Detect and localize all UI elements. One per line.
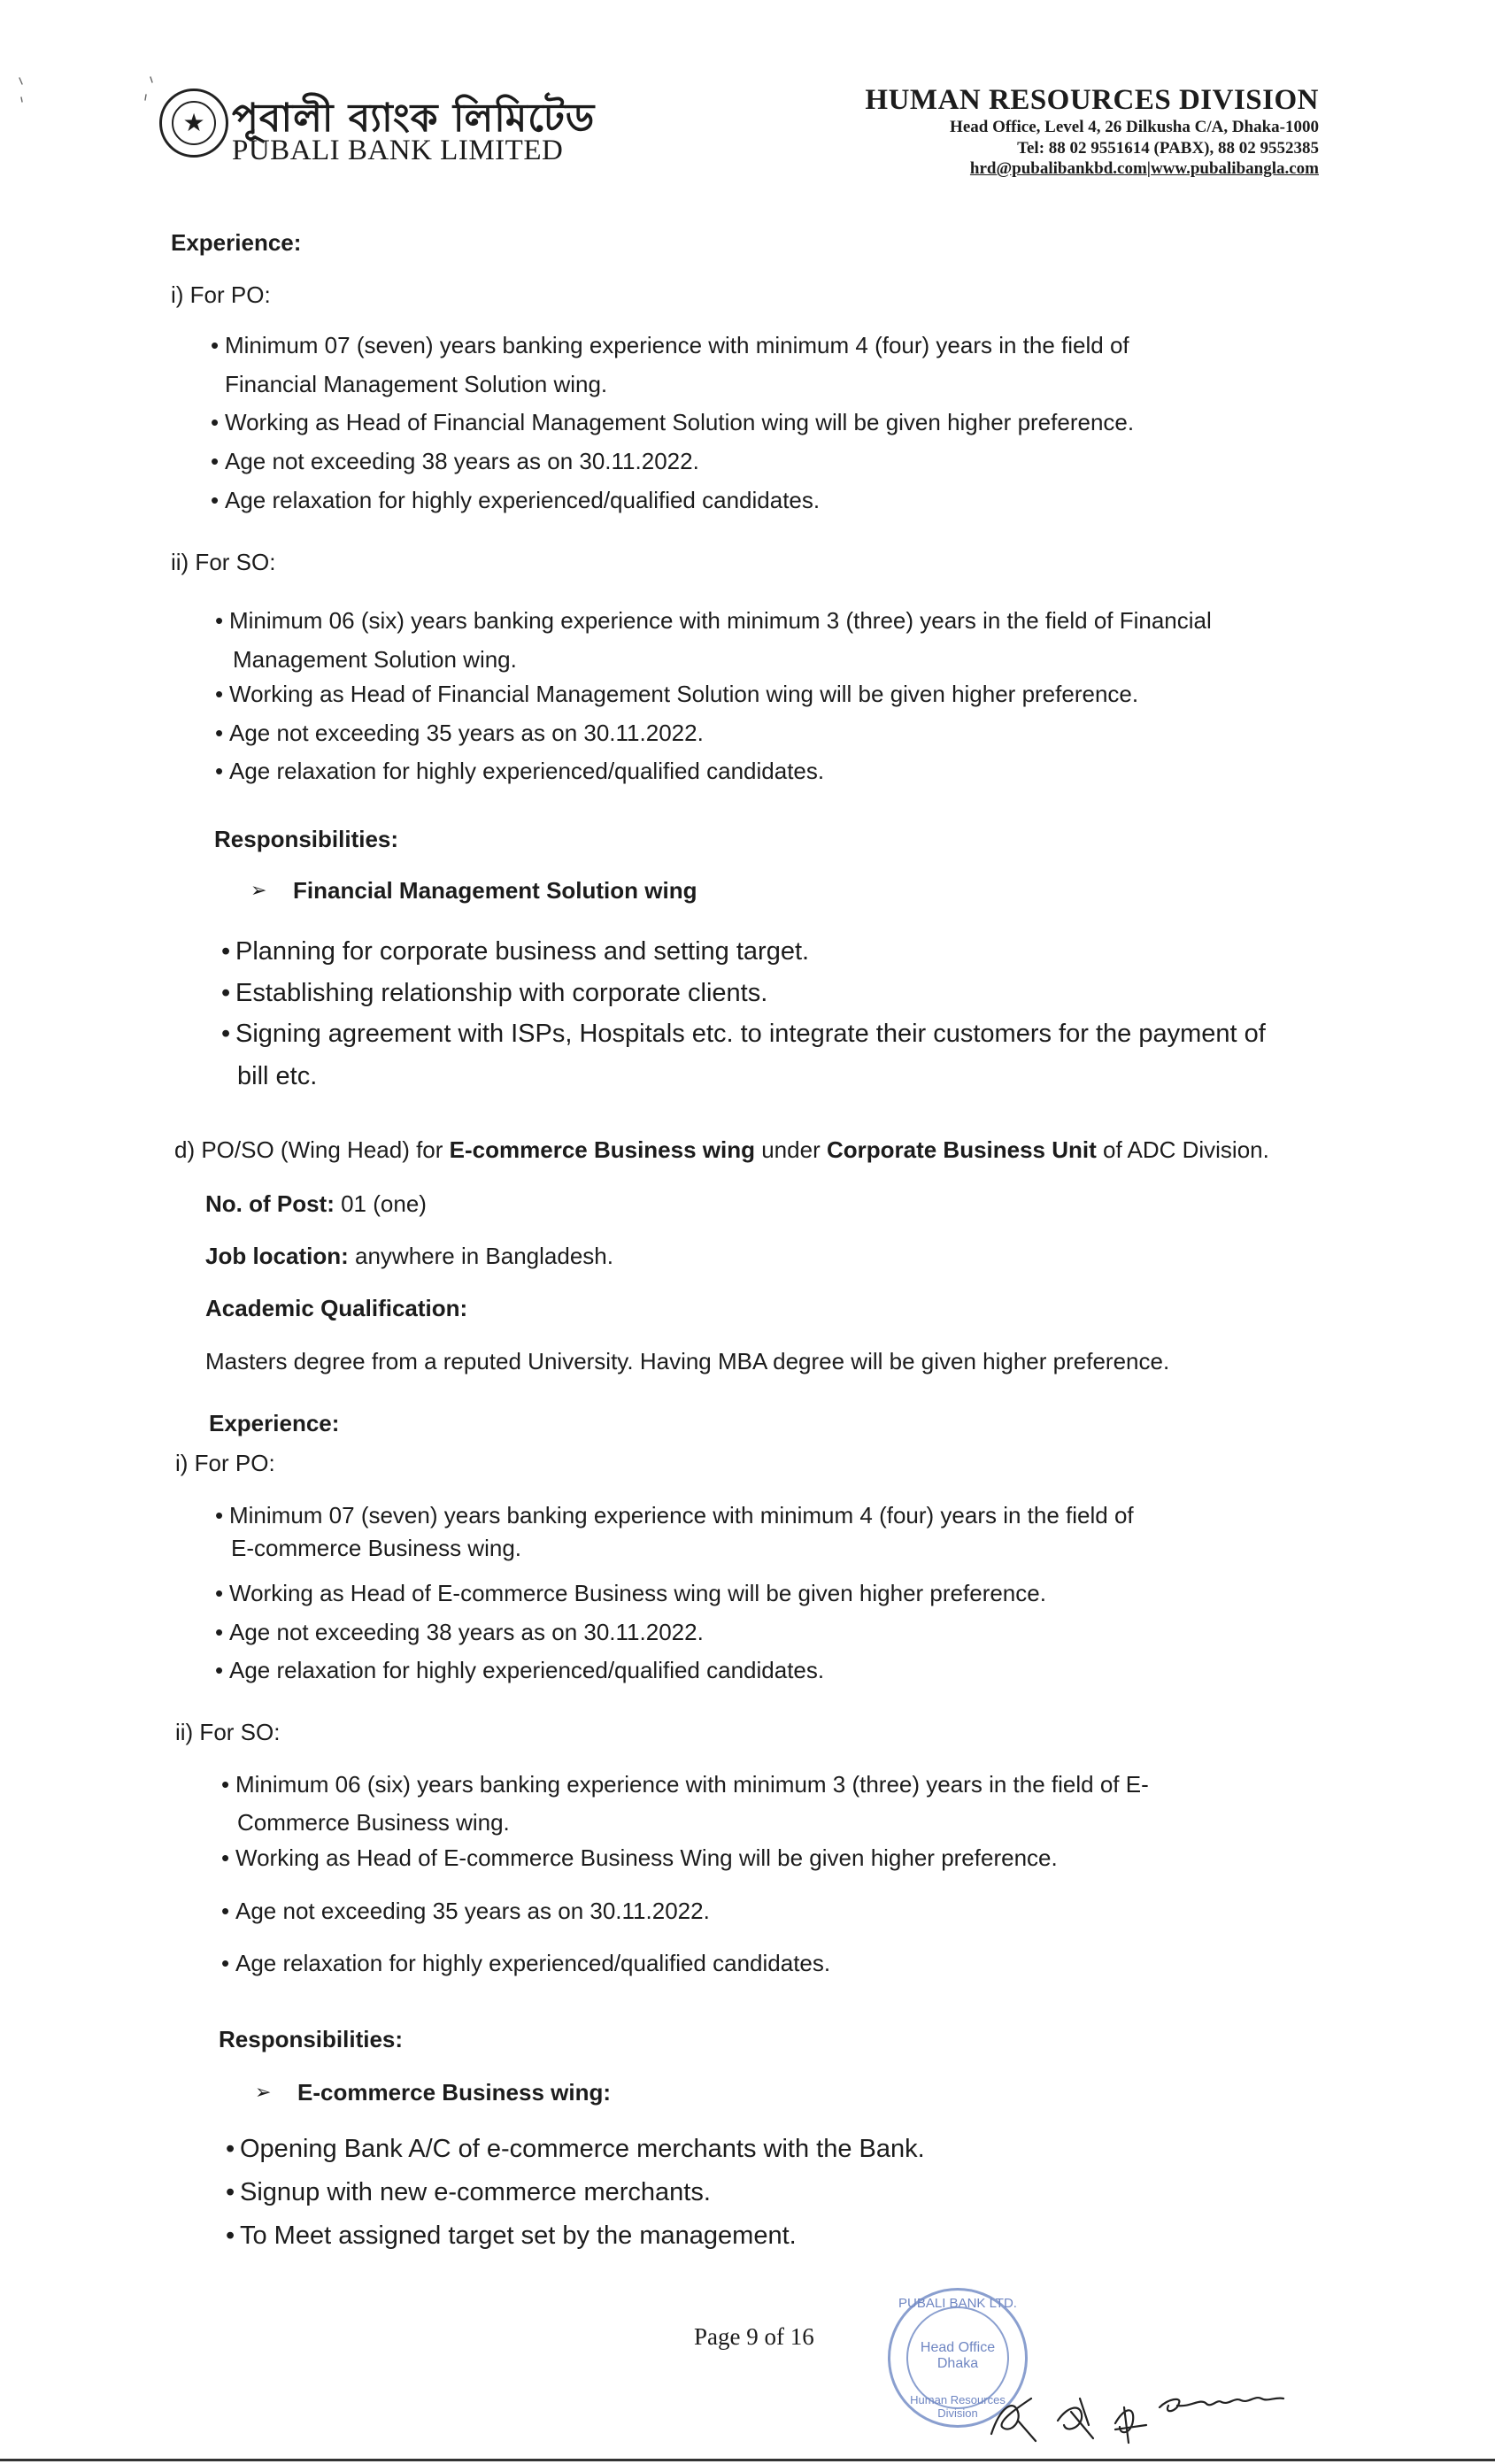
link-separator: | [1146,159,1151,178]
stamp-bottom-text: Human Resources Division [910,2393,1006,2420]
list-item: • Working as Head of E-commerce Business wing will be given higher preference. [215,1579,1046,1607]
list-item-continuation: Commerce Business wing. [237,1809,510,1836]
list-item-continuation: Financial Management Solution wing. [225,371,608,397]
intro-suffix: of ADC Division. [1096,1136,1269,1163]
division-title: HUMAN RESOURCES DIVISION [865,84,1319,116]
list-item: • Minimum 07 (seven) years banking experience with minimum 4 (four) years in the field of [215,1501,1134,1529]
division-header [865,84,1319,179]
list-item: • Age relaxation for highly experienced/qualified candidates. [211,486,820,514]
stamp-top-text: PUBALI BANK LTD. [898,2296,1017,2311]
location-line [205,1242,613,1270]
signature-3 [1115,2407,1146,2443]
division-contact-links [865,159,1319,179]
list-item: • Minimum 07 (seven) years banking experience with minimum 4 (four) years in the field of [211,331,1129,359]
email-link[interactable]: hrd@pubalibankbd.com [969,159,1147,178]
list-item-continuation: bill etc. [237,1062,318,1090]
arrow-icon: ➢ [250,879,267,901]
list-item: • Planning for corporate business and setting target. [221,937,809,966]
margin-marks [18,75,159,128]
wing-heading-label: Financial Management Solution wing [293,877,697,904]
intro-unit: Corporate Business Unit [826,1136,1097,1163]
location-label: Job location: [205,1243,349,1269]
list-item: • To Meet assigned target set by the management. [226,2221,797,2250]
list-item: • Age not exceeding 38 years as on 30.11.2022. [215,1618,704,1646]
academic-heading: Academic Qualification: [205,1295,468,1321]
list-item: • Age not exceeding 38 years as on 30.11.2022. [211,447,699,475]
list-item: • Signup with new e-commerce merchants. [226,2178,711,2206]
list-item: • Age relaxation for highly experienced/qualified candidates. [215,1656,824,1684]
list-item: • Age not exceeding 35 years as on 30.11.2022. [221,1897,710,1925]
website-link[interactable]: www.pubalibangla.com [1150,159,1319,178]
star-icon: ★ [172,101,216,145]
stamp-center-text [890,2340,1025,2372]
signatures [983,2372,1337,2447]
list-item: • Age relaxation for highly experienced/qualified candidates. [215,757,824,785]
list-item: • Working as Head of E-commerce Business Wing will be given higher preference. [221,1844,1058,1872]
responsibilities-heading: Responsibilities: [214,826,399,852]
wing-heading-label: E-commerce Business wing: [297,2079,611,2106]
list-item: • Establishing relationship with corporate clients. [221,979,767,1007]
list-item: • Working as Head of Financial Management Solution wing will be given higher preference. [211,408,1134,436]
po-heading: i) For PO: [171,281,271,308]
academic-text: Masters degree from a reputed University. Having MBA degree will be given higher preference. [205,1348,1170,1374]
intro-wing: E-commerce Business wing [449,1136,755,1163]
arrow-icon: ➢ [255,2081,272,2103]
list-item-continuation: Management Solution wing. [233,646,517,673]
location-value: anywhere in Bangladesh. [348,1243,613,1269]
signature-1 [991,2399,1036,2441]
list-item: • Opening Bank A/C of e-commerce merchants with the Bank. [226,2135,925,2163]
intro-prefix: d) PO/SO (Wing Head) for [174,1136,450,1163]
so-heading: ii) For SO: [175,1719,281,1745]
signature-2 [1058,2399,1093,2438]
stamp-line1: Head Office [920,2340,996,2355]
responsibilities-heading: Responsibilities: [219,2026,404,2052]
list-item-continuation: E-commerce Business wing. [231,1535,521,1561]
division-phone: Tel: 88 02 9551614 (PABX), 88 02 9552385 [1017,139,1319,158]
list-item: • Age not exceeding 35 years as on 30.11.2022. [215,719,704,747]
page-number: Page 9 of 16 [694,2323,814,2350]
po-heading: i) For PO: [175,1450,275,1476]
posts-value: 01 (one) [334,1190,427,1217]
posts-label: No. of Post: [205,1190,335,1217]
bank-name-english: PUBALI BANK LIMITED [232,135,564,166]
page-bottom-rule [0,2459,1495,2461]
wing-heading [255,2078,611,2106]
section-d-intro [174,1136,1269,1164]
signature-4 [1160,2398,1283,2411]
list-item: • Signing agreement with ISPs, Hospitals etc. to integrate their customers for the payment of [221,1020,1266,1048]
experience-heading: Experience: [171,229,302,256]
stamp-line2: Dhaka [936,2356,979,2371]
so-heading: ii) For SO: [171,549,276,575]
list-item: • Age relaxation for highly experienced/qualified candidates. [221,1949,830,1977]
intro-mid: under [755,1136,827,1163]
list-item: • Minimum 06 (six) years banking experience with minimum 3 (three) years in the field of E- [221,1770,1149,1798]
bank-logo-seal [159,89,228,158]
wing-heading [250,876,697,905]
posts-line [205,1190,427,1218]
division-address: Head Office, Level 4, 26 Dilkusha C/A, Dhaka-1000 [950,118,1319,136]
list-item: • Minimum 06 (six) years banking experience with minimum 3 (three) years in the field of Financial [215,606,1212,635]
bank-name-bengali: পূবালী ব্যাংক লিমিটেড [232,96,596,141]
experience-heading: Experience: [209,1410,340,1436]
list-item: • Working as Head of Financial Management Solution wing will be given higher preference. [215,680,1138,708]
